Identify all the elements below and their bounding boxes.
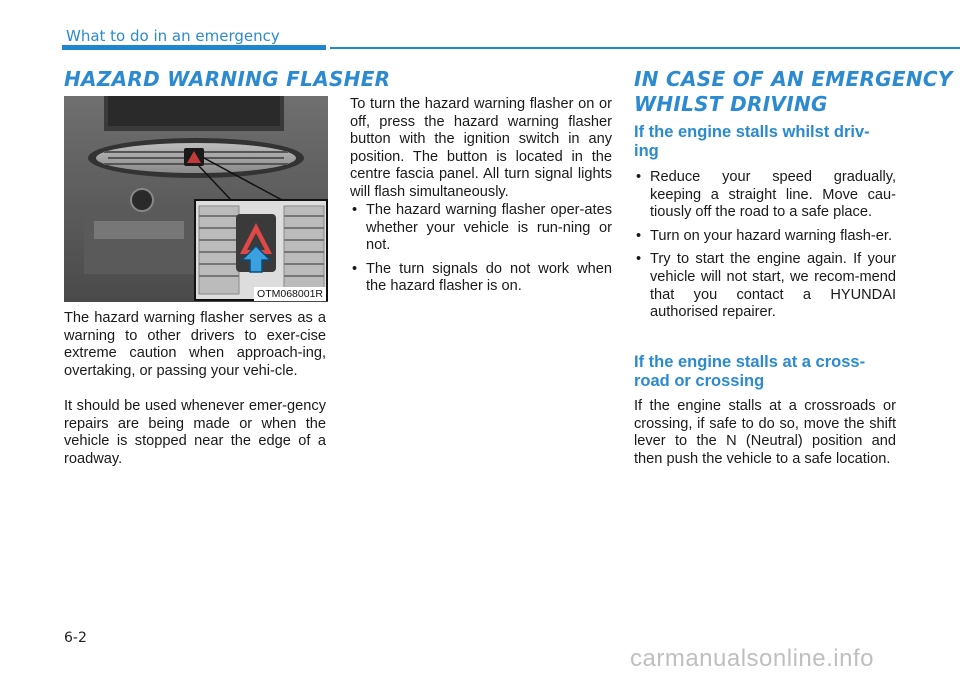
stalls-driving-bullets <box>634 169 896 328</box>
list-item: • Turn on your hazard warning flash-er. <box>634 228 896 246</box>
middle-paragraph: To turn the hazard warning flasher on or off, press the hazard warning flasher button with the ignition switch in any position. The button is located in the centre fascia panel. All turn signal lights will flash simultaneously. <box>350 96 612 200</box>
middle-bullet-list <box>350 202 612 302</box>
subheading-stalls-driving <box>634 123 870 161</box>
subheading-line: If the engine stalls at a cross- <box>634 353 866 371</box>
list-item: • The hazard warning flasher oper-ates whether your vehicle is run-ning or not. <box>350 202 612 255</box>
section-title: What to do in an emergency <box>66 27 280 45</box>
left-paragraph-1: The hazard warning flasher serves as a warning to other drivers to exer-cise extreme caution when approach-ing, overtaking, or passing your vehi-cle. <box>64 310 326 379</box>
header-rule-thick <box>62 45 326 50</box>
dashboard-photo <box>64 96 328 302</box>
crossroad-paragraph: If the engine stalls at a crossroads or crossing, if safe to do so, move the shift lever to the N (Neutral) position and then push the vehicle to a safe location. <box>634 398 896 467</box>
list-item: • Try to start the engine again. If your vehicle will not start, we recom-mend that you contact a HYUNDAI authorised repairer. <box>634 251 896 321</box>
subheading-line: road or crossing <box>634 372 765 390</box>
page-number: 6-2 <box>64 630 87 646</box>
list-item: • The turn signals do not work when the hazard flasher is on. <box>350 261 612 296</box>
emergency-title-line2: WHILST DRIVING <box>634 92 828 116</box>
hazard-flasher-title: HAZARD WARNING FLASHER <box>64 67 391 91</box>
watermark: carmanualsonline.info <box>630 645 874 672</box>
subheading-line: If the engine stalls whilst driv- <box>634 123 870 141</box>
emergency-title-line1: IN CASE OF AN EMERGENCY <box>634 67 953 91</box>
list-item: • Reduce your speed gradually, keeping a straight line. Move cau-tiously off the road to a safe place. <box>634 169 896 222</box>
subheading-stalls-crossroad <box>634 353 865 391</box>
header-rule-thin <box>330 47 960 49</box>
figure-code: OTM068001R <box>254 287 326 301</box>
left-paragraph-2: It should be used whenever emer-gency repairs are being made or when the vehicle is stopped near the edge of a roadway. <box>64 398 326 467</box>
subheading-line: ing <box>634 142 659 160</box>
